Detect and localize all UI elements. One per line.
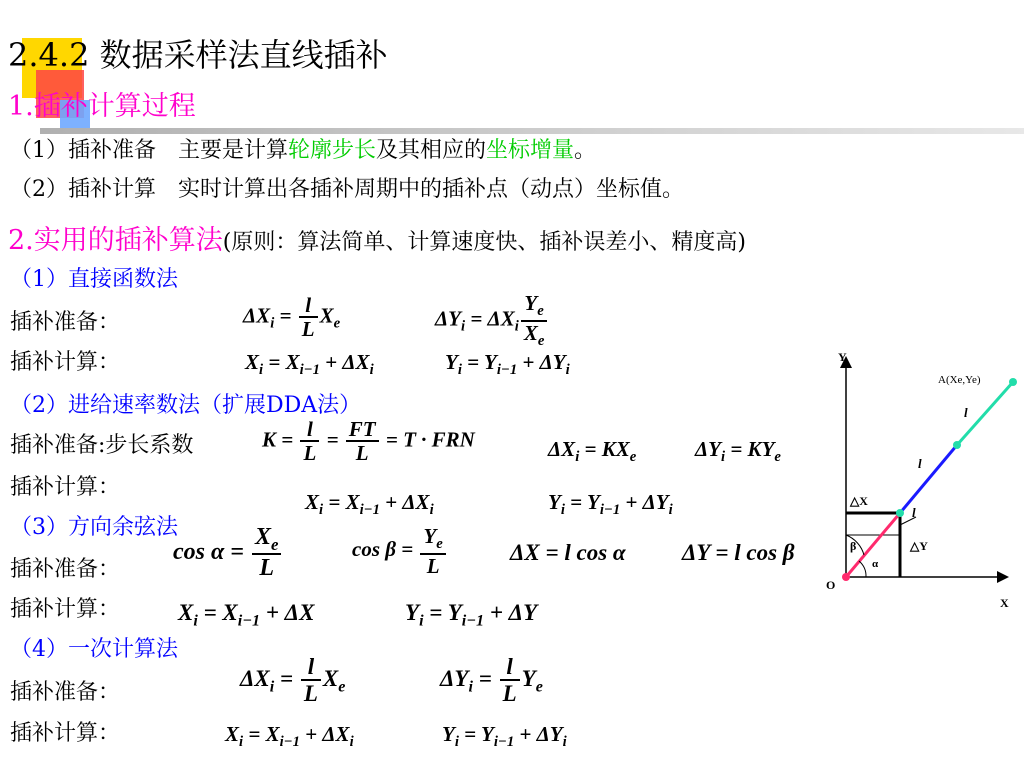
contour-step-term: 轮廓步长: [288, 138, 377, 163]
point-1: [896, 509, 904, 517]
coordinate-increment-term: 坐标增量: [486, 138, 575, 163]
method-3-calc-formula-y: $Y_i = Y_{i-1} + \Delta Y$: [405, 600, 538, 630]
method-1-calc-formula-y: $Y_i = Y_{i-1} + \Delta Y_i$: [445, 350, 570, 379]
method-2-step-coefficient-formula: K = $\frac{l}{L}$ = $\frac{FT}{L}$ = T · FRN: [262, 417, 475, 466]
method-1-prep-formula-dy: $\Delta Y_i = \Delta X_i$ $\frac{Y_e}{X_e}$: [435, 292, 549, 349]
method-3-title: （3）方向余弦法: [10, 515, 178, 540]
section-1-line-2: （2）插补计算 实时计算出各插补周期中的插补点（动点）坐标值。: [10, 177, 684, 202]
method-2-title: （2）进给速率数法（扩展DDA法）: [10, 393, 362, 418]
method-3-calc-formula-x: $X_i = X_{i-1} + \Delta X$: [178, 600, 315, 630]
method-4-prep-formula-dy: $\Delta Y_i$ = $\frac{l}{L}$ $Y_e$: [440, 654, 543, 707]
section-1-heading: 1.插补计算过程: [8, 91, 196, 122]
segment-label-3: l: [912, 505, 916, 520]
method-1-calc-formula-x: $X_i = X_{i-1} + \Delta X_i$: [245, 350, 374, 379]
method-1-prep-label: 插补准备：: [10, 310, 121, 335]
segment-blue: [900, 445, 957, 513]
line-1-middle: 及其相应的: [376, 138, 487, 163]
point-a: [1009, 378, 1017, 386]
section-2-heading-row: [8, 218, 746, 257]
method-2-calc-formula-x: $X_i = X_{i-1} + \Delta X_i$: [305, 490, 434, 519]
dx-label: △X: [850, 494, 868, 508]
section-2-principle-note: (原则：算法简单、计算速度快、插补误差小、精度高): [222, 230, 746, 255]
method-3-cos-beta-formula: cos β = $\frac{Y_e}{L}$: [352, 525, 448, 578]
method-2-calc-formula-y: $Y_i = Y_{i-1} + \Delta Y_i$: [548, 490, 673, 519]
section-1-line-1: [10, 133, 596, 164]
segment-label-1: l: [964, 405, 968, 420]
method-3-dx-formula: ΔX = l cos α: [510, 540, 626, 565]
method-3-dy-formula: ΔY = l cos β: [682, 540, 795, 565]
alpha-arc: [859, 561, 866, 577]
origin-label: O: [826, 578, 836, 592]
page-title: 2.4.2 数据采样法直线插补: [8, 36, 388, 74]
method-2-prep-label: 插补准备:步长系数: [10, 433, 194, 458]
method-4-prep-label: 插补准备：: [10, 680, 121, 705]
y-axis-label: Y: [838, 350, 847, 364]
method-1-prep-formula-dx: $\Delta X_i$ = $\frac{l}{L}$ $X_e$: [243, 293, 341, 342]
line-1-prefix: （1）插补准备 主要是计算: [10, 138, 288, 163]
method-2-prep-formula-dy: $\Delta Y_i = KY_e$: [695, 437, 781, 466]
alpha-label: α: [872, 558, 879, 570]
point-2: [953, 441, 961, 449]
method-2-calc-label: 插补计算：: [10, 475, 121, 500]
method-4-calc-label: 插补计算：: [10, 721, 121, 746]
method-3-calc-label: 插补计算：: [10, 597, 121, 622]
dy-label: △Y: [910, 539, 928, 553]
method-4-title: （4）一次计算法: [10, 637, 178, 662]
method-4-calc-formula-x: $X_i = X_{i-1} + \Delta X_i$: [225, 722, 354, 751]
method-1-title: （1）直接函数法: [10, 267, 178, 292]
method-4-prep-formula-dx: $\Delta X_i$ = $\frac{l}{L}$ $X_e$: [240, 654, 346, 707]
section-2-heading: 2.实用的插补算法: [8, 225, 223, 256]
point-origin: [842, 573, 850, 581]
method-3-prep-label: 插补准备：: [10, 557, 121, 582]
x-axis-label: X: [1000, 596, 1009, 610]
beta-label: β: [850, 539, 857, 553]
segment-label-2: l: [918, 456, 922, 471]
method-4-calc-formula-y: $Y_i = Y_{i-1} + \Delta Y_i$: [442, 722, 567, 751]
interpolation-diagram: [820, 345, 1020, 615]
method-1-calc-label: 插补计算：: [10, 350, 121, 375]
method-3-cos-alpha-formula: cos α = $\frac{X_e}{L}$: [173, 525, 283, 582]
method-2-prep-formula-dx: $\Delta X_i = KX_e$: [548, 437, 637, 466]
point-a-label: A(Xe,Ye): [938, 374, 981, 386]
line-1-end: 。: [574, 138, 597, 163]
